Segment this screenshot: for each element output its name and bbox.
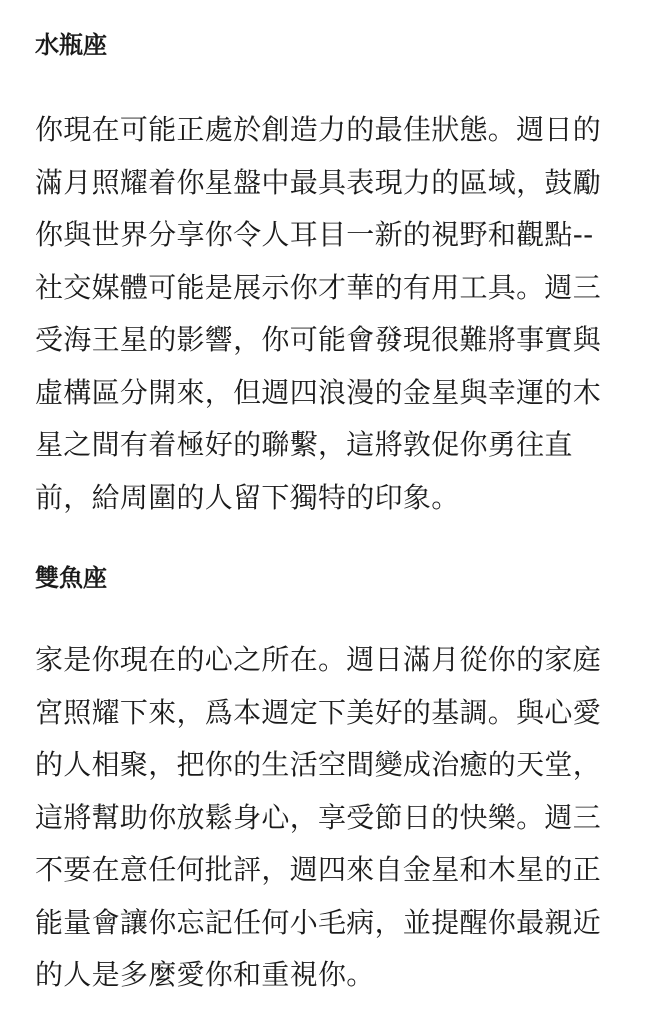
text-line: 星之間有着極好的聯繫，這將敦促你勇往直 xyxy=(35,428,573,461)
text-line: 受海王星的影響，你可能會發現很難將事實與 xyxy=(35,323,602,356)
text-line: 虛構區分開來，但週四浪漫的金星與幸運的木 xyxy=(35,375,602,409)
text-line: 的人相聚，把你的生活空間變成治癒的天堂， xyxy=(35,748,602,781)
text-line: 不要在意任何批評，週四來自金星和木星的正 xyxy=(35,853,602,886)
text-line: 能量會讓你忘記任何小毛病，並提醒你最親近 xyxy=(35,905,602,939)
text-line: 家是你現在的心之所在。週日滿月從你的家庭 xyxy=(35,643,602,676)
text-line: 你與世界分享你令人耳目一新的視野和觀點-- xyxy=(35,218,594,251)
section-title-pisces: 雙魚座 xyxy=(35,564,107,592)
section-title-aquarius: 水瓶座 xyxy=(35,31,107,59)
text-line: 這將幫助你放鬆身心，享受節日的快樂。週三 xyxy=(35,800,602,834)
text-line: 的人是多麼愛你和重視你。 xyxy=(35,958,375,991)
text-line: 宮照耀下來，爲本週定下美好的基調。與心愛 xyxy=(35,695,602,729)
text-line: 前，給周圍的人留下獨特的印象。 xyxy=(35,480,460,514)
text-line: 社交媒體可能是展示你才華的有用工具。週三 xyxy=(35,270,602,304)
section-body-aquarius xyxy=(35,104,601,524)
text-line: 你現在可能正處於創造力的最佳狀態。週日的 xyxy=(35,113,602,146)
section-body-pisces xyxy=(35,634,601,1002)
text-line: 滿月照耀着你星盤中最具表現力的區域，鼓勵 xyxy=(35,165,602,199)
